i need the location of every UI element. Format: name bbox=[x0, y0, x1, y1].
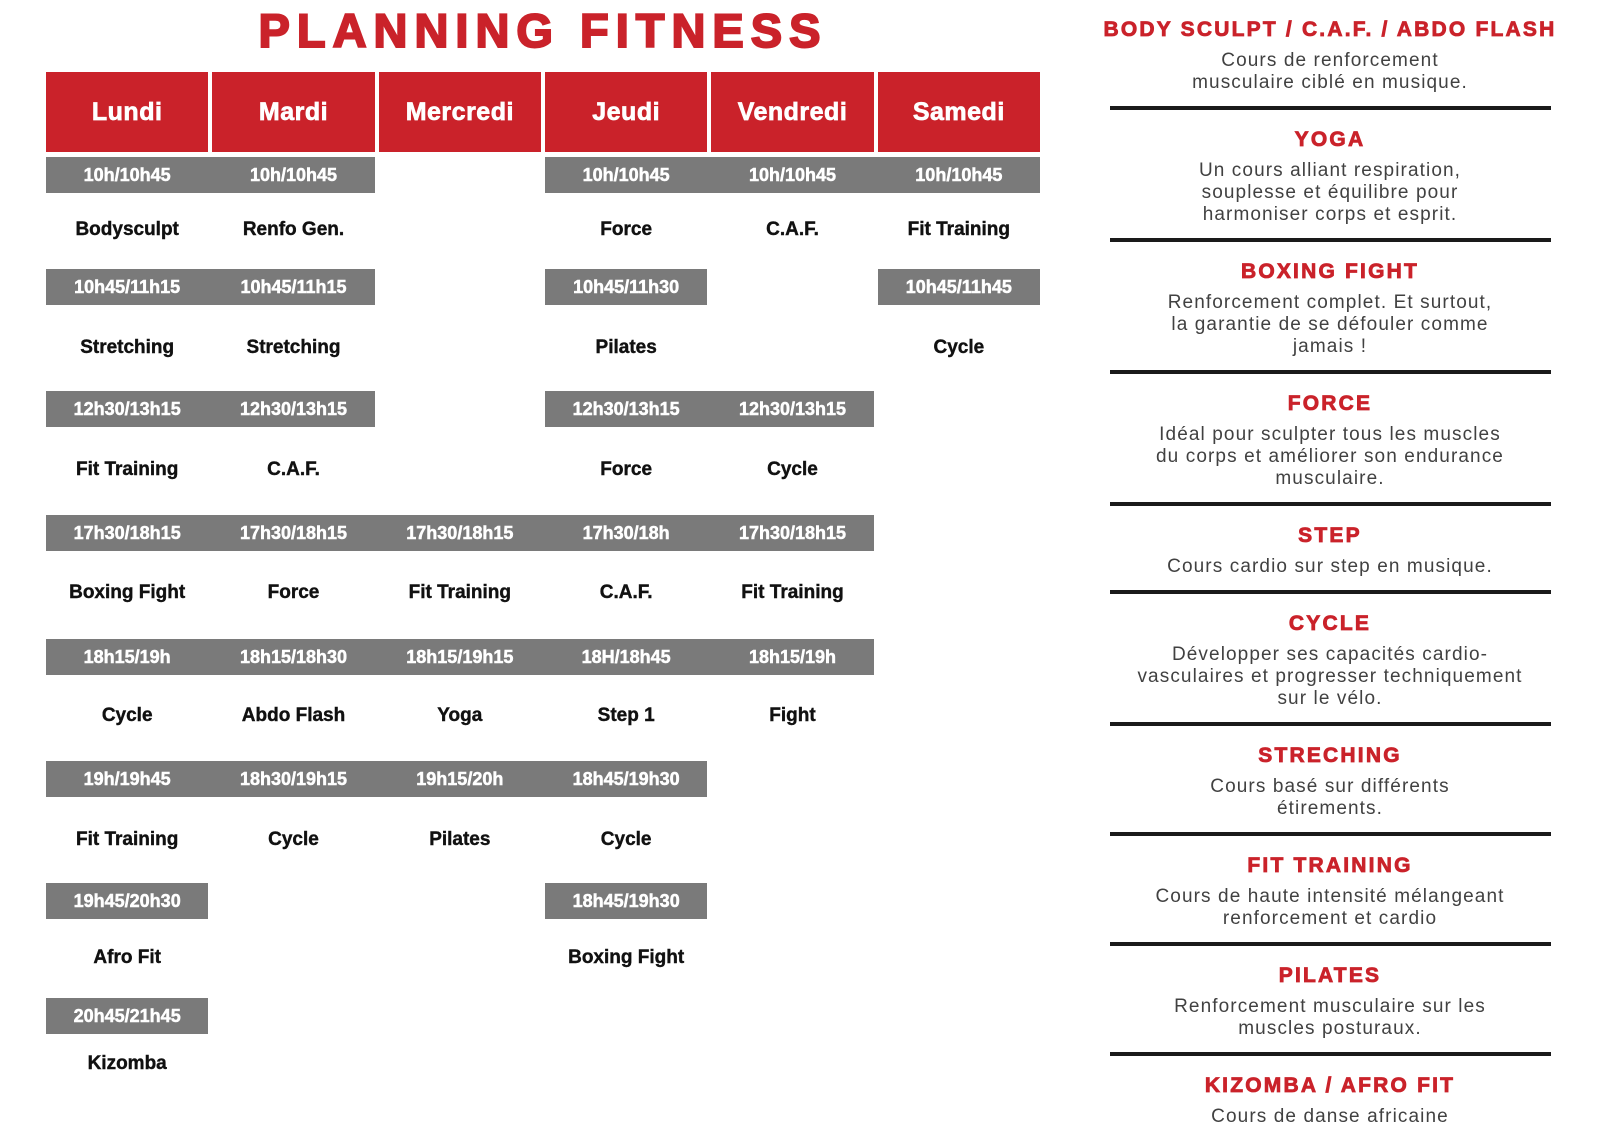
class-name-row-1 bbox=[46, 217, 1040, 243]
day-header-row bbox=[46, 72, 1040, 152]
time-slot: 10h45/11h15 bbox=[240, 276, 347, 297]
legend-section-heading: PILATES bbox=[1278, 964, 1382, 987]
time-slot-bar bbox=[46, 761, 707, 797]
legend-section-description bbox=[1090, 886, 1570, 930]
time-slot-row-6 bbox=[46, 761, 1040, 797]
time-slot-bar bbox=[46, 157, 375, 193]
time-slot: 10h45/11h45 bbox=[905, 276, 1012, 297]
time-slot: 10h/10h45 bbox=[582, 164, 670, 185]
legend-section-description bbox=[1090, 50, 1570, 94]
legend-divider bbox=[1110, 106, 1551, 110]
legend-section-heading: FIT TRAINING bbox=[1247, 854, 1413, 877]
class-label: Kizomba bbox=[87, 1053, 167, 1074]
class-label: Fit Training bbox=[408, 582, 512, 603]
legend-description-line: vasculaires et progresser techniquement bbox=[1137, 666, 1523, 687]
day-header-cell-5: Vendredi bbox=[711, 72, 873, 152]
class-label: Fit Training bbox=[75, 459, 179, 480]
time-slot-bar bbox=[545, 391, 874, 427]
legend-description-line: Renforcement musculaire sur les bbox=[1174, 996, 1486, 1017]
legend-description-line: Développer ses capacités cardio- bbox=[1171, 644, 1489, 665]
time-slot: 17h30/18h bbox=[582, 522, 670, 543]
time-slot: 18h15/19h15 bbox=[406, 646, 514, 667]
legend-section-description bbox=[1090, 556, 1570, 578]
time-slot-bar bbox=[46, 391, 375, 427]
class-label: Cycle bbox=[600, 829, 652, 850]
legend-description-line: Cours basé sur différents bbox=[1210, 776, 1450, 797]
time-slot: 18h15/19h bbox=[748, 646, 837, 667]
legend-section-description bbox=[1090, 996, 1570, 1040]
legend-divider bbox=[1110, 238, 1551, 242]
time-slot: 19h/19h45 bbox=[83, 768, 171, 789]
time-slot-row-1 bbox=[46, 157, 1040, 193]
time-slot-row-4 bbox=[46, 515, 1040, 551]
time-slot: 10h/10h45 bbox=[748, 164, 837, 185]
time-slot: 18h15/19h bbox=[83, 646, 171, 667]
class-label: Fight bbox=[769, 705, 816, 726]
class-label: Cycle bbox=[268, 829, 319, 850]
legend-section-description bbox=[1090, 292, 1570, 358]
legend-description-line: Renforcement complet. Et surtout, bbox=[1167, 292, 1493, 313]
time-slot-bar bbox=[46, 998, 208, 1034]
legend-section-heading: BODY SCULPT / C.A.F. / ABDO FLASH bbox=[1103, 18, 1557, 41]
class-label: Fit Training bbox=[75, 829, 179, 850]
class-label: C.A.F. bbox=[599, 582, 653, 603]
time-slot: 19h15/20h bbox=[416, 768, 504, 789]
time-slot: 17h30/18h15 bbox=[239, 522, 348, 543]
time-slot-row-7 bbox=[46, 883, 1040, 919]
time-slot: 18H/18h45 bbox=[581, 646, 671, 667]
time-slot: 10h45/11h15 bbox=[74, 276, 181, 297]
time-slot-bar bbox=[545, 883, 707, 919]
legend-description-line: Cours de renforcement bbox=[1221, 50, 1439, 71]
time-slot: 10h/10h45 bbox=[83, 164, 171, 185]
class-label: Fit Training bbox=[907, 219, 1011, 240]
class-label: C.A.F. bbox=[267, 459, 320, 480]
day-header-cell-4: Jeudi bbox=[545, 72, 707, 152]
legend-section-heading: STRECHING bbox=[1258, 744, 1402, 767]
time-slot: 17h30/18h15 bbox=[738, 522, 847, 543]
legend-divider bbox=[1110, 590, 1551, 594]
legend-description-line: souplesse et équilibre pour bbox=[1201, 182, 1459, 203]
class-label: Pilates bbox=[429, 829, 491, 850]
day-header-cell-1: Lundi bbox=[46, 72, 208, 152]
time-slot: 17h30/18h15 bbox=[73, 522, 181, 543]
legend-description-line: sur le vélo. bbox=[1277, 688, 1383, 709]
legend-description-line: musculaire ciblé en musique. bbox=[1192, 72, 1468, 93]
class-label: Force bbox=[600, 459, 653, 480]
time-slot-row-2 bbox=[46, 269, 1040, 305]
class-label: Force bbox=[267, 582, 320, 603]
class-label: Stretching bbox=[80, 337, 175, 358]
legend-section-heading: CYCLE bbox=[1288, 612, 1372, 635]
time-slot: 20h45/21h45 bbox=[73, 1005, 181, 1026]
legend-description-line: renforcement et cardio bbox=[1222, 908, 1438, 929]
page-title: PLANNING FITNESS bbox=[258, 4, 828, 57]
legend-divider bbox=[1110, 502, 1551, 506]
class-label: Yoga bbox=[437, 705, 483, 726]
legend-panel bbox=[1090, 16, 1570, 1140]
time-slot-row-3 bbox=[46, 391, 1040, 427]
legend-description-line: muscles posturaux. bbox=[1238, 1018, 1422, 1039]
day-header-cell-6: Samedi bbox=[878, 72, 1040, 152]
class-label: Cycle bbox=[933, 337, 985, 358]
legend-description-line: la garantie de se défouler comme bbox=[1171, 314, 1489, 335]
time-slot: 10h/10h45 bbox=[249, 164, 338, 185]
time-slot: 12h30/13h15 bbox=[73, 398, 181, 419]
legend-description-line: Cours cardio sur step en musique. bbox=[1167, 556, 1493, 577]
legend-description-line: Un cours alliant respiration, bbox=[1198, 160, 1462, 181]
time-slot: 17h30/18h15 bbox=[406, 522, 514, 543]
time-slot-bar bbox=[46, 269, 375, 305]
legend-section-heading: KIZOMBA / AFRO FIT bbox=[1204, 1074, 1456, 1097]
class-label: Bodysculpt bbox=[75, 219, 179, 240]
legend-section-heading: STEP bbox=[1298, 524, 1362, 547]
time-slot: 18h30/19h15 bbox=[239, 768, 348, 789]
time-slot: 12h30/13h15 bbox=[738, 398, 847, 419]
class-label: Boxing Fight bbox=[69, 582, 186, 603]
time-slot-bar bbox=[46, 515, 874, 551]
class-label: C.A.F. bbox=[766, 219, 819, 240]
legend-description-line: musculaire. bbox=[1275, 468, 1385, 489]
legend-divider bbox=[1110, 370, 1551, 374]
day-header-cell-3: Mercredi bbox=[379, 72, 541, 152]
legend-description-line: Cours de danse africaine bbox=[1211, 1106, 1449, 1127]
class-label: Step 1 bbox=[597, 705, 655, 726]
time-slot-bar bbox=[46, 639, 874, 675]
class-label: Stretching bbox=[246, 337, 341, 358]
legend-section-description bbox=[1090, 160, 1570, 226]
time-slot: 18h45/19h30 bbox=[572, 890, 680, 911]
time-slot: 12h30/13h15 bbox=[239, 398, 348, 419]
class-label: Afro Fit bbox=[93, 947, 161, 968]
legend-description-line: jamais ! bbox=[1292, 336, 1368, 357]
class-name-row-7 bbox=[46, 945, 1040, 971]
class-name-row-8 bbox=[46, 1051, 1040, 1077]
schedule-table bbox=[46, 72, 1040, 1122]
class-label: Force bbox=[600, 219, 653, 240]
class-label: Pilates bbox=[595, 337, 657, 358]
time-slot-bar bbox=[545, 157, 1040, 193]
legend-description-line: Idéal pour sculpter tous les muscles bbox=[1159, 424, 1501, 445]
time-slot-bar bbox=[545, 269, 707, 305]
time-slot: 12h30/13h15 bbox=[572, 398, 680, 419]
time-slot: 10h45/11h30 bbox=[573, 276, 680, 297]
legend-description-line: harmoniser corps et esprit. bbox=[1202, 204, 1458, 225]
legend-divider bbox=[1110, 722, 1551, 726]
legend-section-heading: BOXING FIGHT bbox=[1240, 260, 1420, 283]
legend-section-description bbox=[1090, 644, 1570, 710]
class-label: Cycle bbox=[101, 705, 153, 726]
time-slot: 10h/10h45 bbox=[915, 164, 1003, 185]
day-header-cell-2: Mardi bbox=[212, 72, 374, 152]
time-slot: 19h45/20h30 bbox=[73, 890, 181, 911]
class-label: Cycle bbox=[767, 459, 818, 480]
legend-divider bbox=[1110, 1052, 1551, 1056]
class-label: Fit Training bbox=[741, 582, 844, 603]
legend-description-line: étirements. bbox=[1276, 798, 1384, 819]
time-slot-row-8 bbox=[46, 998, 1040, 1034]
legend-description-line: du corps et améliorer son endurance bbox=[1156, 446, 1504, 467]
time-slot-row-5 bbox=[46, 639, 1040, 675]
class-name-row-4 bbox=[46, 580, 1040, 606]
legend-section-description bbox=[1090, 424, 1570, 490]
class-name-row-5 bbox=[46, 703, 1040, 729]
legend-section-description bbox=[1090, 1106, 1570, 1128]
class-name-row-2 bbox=[46, 335, 1040, 361]
legend-section-heading: FORCE bbox=[1287, 392, 1373, 415]
class-label: Renfo Gen. bbox=[242, 219, 345, 240]
time-slot: 18h45/19h30 bbox=[572, 768, 680, 789]
class-label: Boxing Fight bbox=[568, 947, 685, 968]
class-name-row-3 bbox=[46, 457, 1040, 483]
legend-description-line: Cours de haute intensité mélangeant bbox=[1155, 886, 1505, 907]
time-slot-bar bbox=[46, 883, 208, 919]
time-slot-bar bbox=[878, 269, 1040, 305]
time-slot: 18h15/18h30 bbox=[239, 646, 348, 667]
class-name-row-6 bbox=[46, 827, 1040, 853]
legend-section-description bbox=[1090, 776, 1570, 820]
legend-section-heading: YOGA bbox=[1294, 128, 1366, 151]
legend-divider bbox=[1110, 942, 1551, 946]
legend-divider bbox=[1110, 832, 1551, 836]
class-label: Abdo Flash bbox=[241, 705, 346, 726]
